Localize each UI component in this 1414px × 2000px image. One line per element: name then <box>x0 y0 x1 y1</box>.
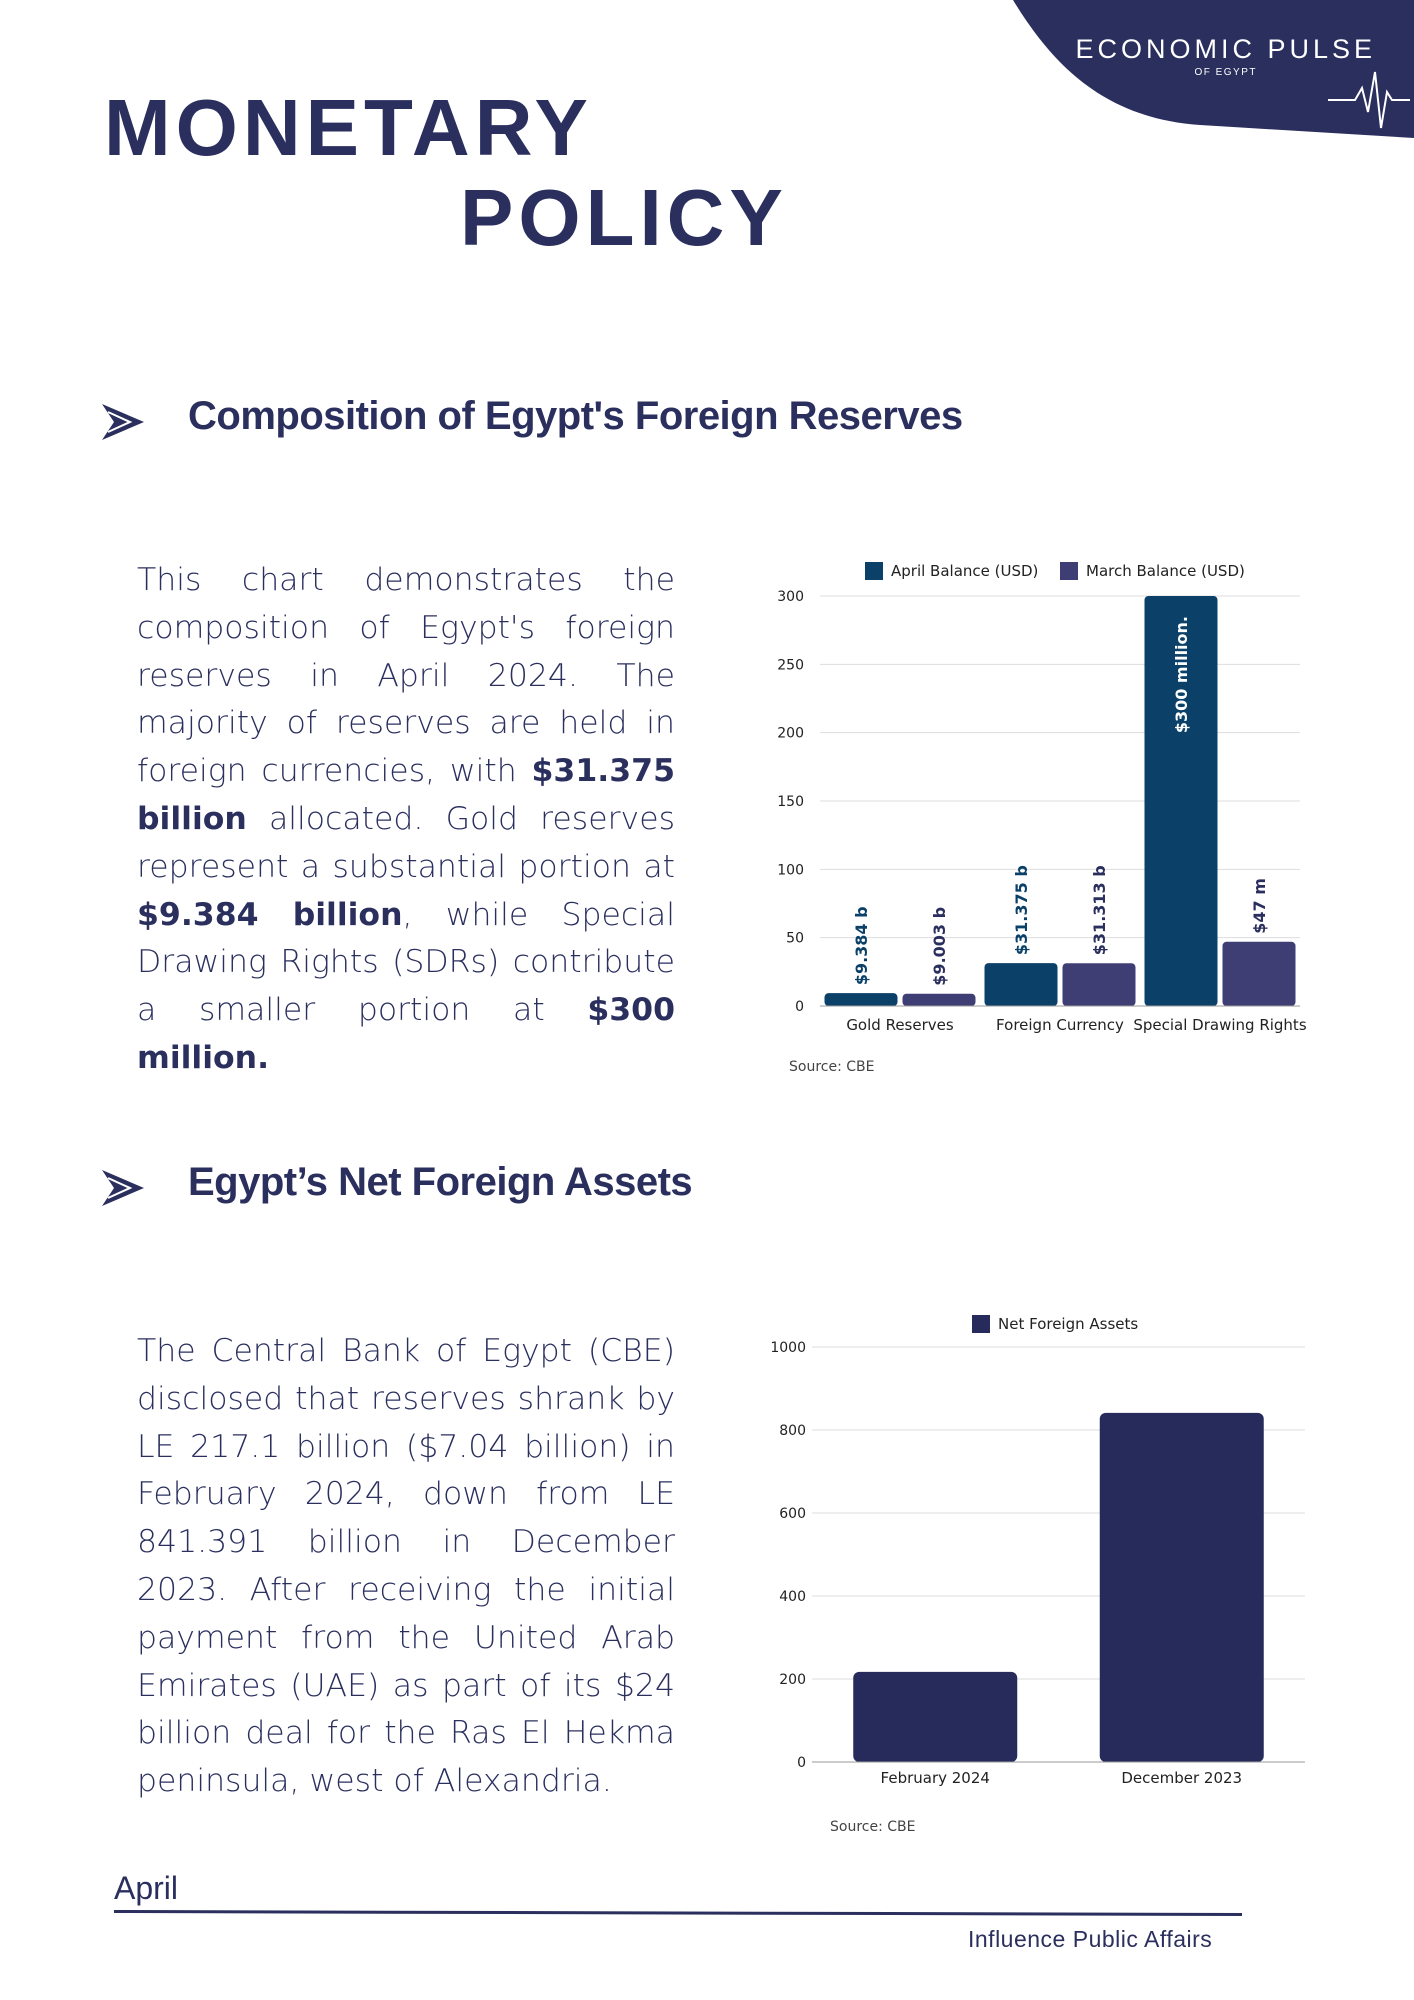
bar-data-label: $9.384 b <box>852 906 871 986</box>
arrow-bullet-icon <box>100 1168 146 1208</box>
legend-swatch <box>1060 562 1078 580</box>
y-tick-label: 800 <box>779 1423 806 1439</box>
legend-label: March Balance (USD) <box>1086 562 1245 580</box>
page-title-line1: MONETARY <box>104 83 593 172</box>
bar <box>985 963 1058 1006</box>
reserves-bar-chart <box>760 552 1320 1052</box>
arrow-bullet-icon <box>100 402 146 442</box>
x-tick-label: Foreign Currency <box>996 1016 1124 1034</box>
paragraph-run: allocated. Gold reserves represent a substantial portion at <box>137 800 675 885</box>
y-tick-label: 200 <box>777 725 804 742</box>
bar <box>1100 1413 1264 1762</box>
chart2-source: Source: CBE <box>830 1819 916 1835</box>
bar <box>1063 963 1136 1006</box>
brand-logo <box>1075 34 1376 78</box>
paragraph-run: This chart demonstrates the composition of Egypt's foreign reserves in April 2024. The majority of reserves are held in foreign currencies, with <box>137 562 675 790</box>
y-tick-label: 400 <box>779 1589 806 1605</box>
net-assets-bar-chart <box>760 1305 1320 1795</box>
legend-swatch <box>865 562 883 580</box>
net-assets-paragraph <box>137 1328 675 1806</box>
x-tick-label: Special Drawing Rights <box>1133 1016 1307 1034</box>
y-tick-label: 600 <box>779 1506 806 1522</box>
bar-data-label: $47 m <box>1250 878 1269 934</box>
bar-data-label: $31.375 b <box>1012 865 1031 956</box>
paragraph-run: $31.375 billion <box>137 753 675 837</box>
x-tick-label: December 2023 <box>1121 1769 1243 1787</box>
bar <box>825 993 898 1006</box>
y-tick-label: 200 <box>779 1672 806 1688</box>
reserves-paragraph <box>137 557 675 1083</box>
y-tick-label: 50 <box>786 930 804 947</box>
y-tick-label: 100 <box>777 862 804 879</box>
brand-subtitle: OF EGYPT <box>1194 67 1257 78</box>
paragraph-run: $300 million. <box>137 992 675 1076</box>
brand-name: ECONOMIC PULSE <box>1075 34 1376 64</box>
x-tick-label: Gold Reserves <box>846 1016 954 1034</box>
y-tick-label: 300 <box>777 589 804 605</box>
page-title-line2: POLICY <box>460 173 788 262</box>
paragraph-run: $9.384 billion <box>137 896 403 933</box>
x-tick-label: February 2024 <box>880 1769 990 1787</box>
y-tick-label: 1000 <box>770 1340 806 1356</box>
bar-data-label: $9.003 b <box>930 906 949 986</box>
legend-label: Net Foreign Assets <box>998 1315 1139 1333</box>
y-tick-label: 0 <box>797 1755 806 1771</box>
footer-organization: Influence Public Affairs <box>968 1926 1213 1952</box>
legend-swatch <box>972 1315 990 1333</box>
section-heading-net-assets: Egypt’s Net Foreign Assets <box>188 1160 693 1204</box>
y-tick-label: 150 <box>777 794 804 810</box>
y-tick-label: 250 <box>777 657 804 674</box>
bar-data-label: $300 million. <box>1172 616 1191 734</box>
chart1-source: Source: CBE <box>789 1059 875 1075</box>
footer-month: April <box>114 1870 179 1906</box>
y-tick-label: 0 <box>795 999 804 1015</box>
paragraph-run: , while Special Drawing Rights (SDRs) contribute a smaller portion at <box>137 896 675 1029</box>
section-heading-reserves: Composition of Egypt's Foreign Reserves <box>188 394 963 438</box>
bar-data-label: $31.313 b <box>1090 865 1109 956</box>
bar <box>1223 942 1296 1006</box>
footer-divider <box>114 1910 1242 1916</box>
bar <box>903 994 976 1006</box>
bar <box>853 1672 1017 1762</box>
legend-label: April Balance (USD) <box>891 562 1039 580</box>
paragraph-run: The Central Bank of Egypt (CBE) disclosed that reserves shrank by LE 217.1 billion ($7.04 billion) in February 2024, down from LE 841.391 billion in December 2023. After receiving the initial payment from the United Arab Emirates (UAE) as part of its $24 billion deal for the Ras El Hekma peninsula, west of Alexandria. <box>137 1333 675 1800</box>
